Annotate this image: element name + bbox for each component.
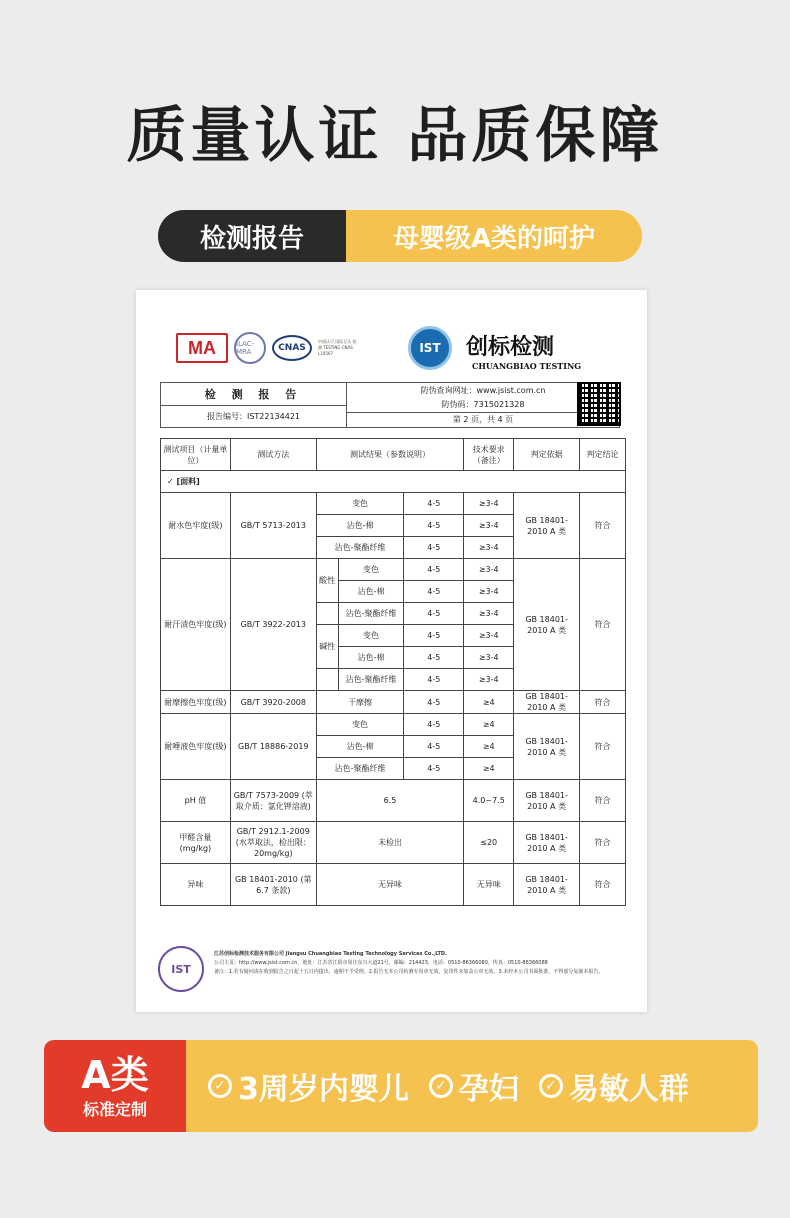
footer-text — [214, 950, 634, 977]
grade-sub-label: 标准定制 — [82, 1099, 147, 1119]
test-value: 4-5 — [404, 647, 464, 669]
footer-company: 江苏创标检测技术服务有限公司 Jiangsu Chuangbiao Testing Technology Services Co.,LTD. — [214, 951, 447, 957]
grade-banner — [44, 1040, 758, 1132]
requirement: ≥4 — [464, 714, 514, 736]
conclusion: 符合 — [580, 822, 626, 864]
requirement: ≥3-4 — [464, 603, 514, 625]
requirement: ≥3-4 — [464, 625, 514, 647]
grade-label: A类 — [81, 1052, 149, 1097]
cert-logos — [176, 332, 358, 364]
table-row — [161, 559, 626, 581]
sub-item: 干摩擦 — [316, 691, 404, 714]
conclusion: 符合 — [580, 864, 626, 906]
table-header: 测试方法 — [230, 439, 316, 471]
ist-logo: IST — [408, 326, 452, 370]
table-row — [161, 864, 626, 906]
sub-item: 沾色-聚酯纤维 — [338, 669, 404, 691]
test-value: 4-5 — [404, 515, 464, 537]
page-number: 第 2 页，共 4 页 — [347, 412, 619, 427]
requirement: ≥3-4 — [464, 537, 514, 559]
requirement: ≥4 — [464, 691, 514, 714]
report-title: 检 测 报 告 — [161, 383, 346, 406]
test-value: 4-5 — [404, 758, 464, 780]
sub-group: 酸性 — [316, 559, 338, 603]
test-value: 4-5 — [404, 581, 464, 603]
section-label: ✓ [面料] — [161, 471, 626, 493]
ilac-logo: ILAC-MRA — [234, 332, 266, 364]
requirement: ≥3-4 — [464, 515, 514, 537]
check-circle-icon: ✓ — [208, 1074, 232, 1098]
sub-item: 沾色-棉 — [316, 515, 404, 537]
sub-item: 变色 — [316, 493, 404, 515]
test-value: 无异味 — [316, 864, 464, 906]
basis: GB 18401-2010 A 类 — [514, 780, 580, 822]
audience-tags — [186, 1040, 758, 1132]
sub-item: 变色 — [338, 625, 404, 647]
test-value: 4-5 — [404, 603, 464, 625]
audience-tag: ✓ 易敏人群 — [539, 1064, 689, 1108]
basis: GB 18401-2010 A 类 — [514, 691, 580, 714]
table-header: 判定结论 — [580, 439, 626, 471]
conclusion: 符合 — [580, 559, 626, 691]
test-item: 异味 — [161, 864, 231, 906]
test-method: GB/T 7573-2009 (萃取介质：氯化钾溶液) — [230, 780, 316, 822]
requirement: ≥3-4 — [464, 493, 514, 515]
query-url: 防伪查询网址：www.jsist.com.cn — [420, 385, 546, 395]
test-method: GB/T 3922-2013 — [230, 559, 316, 691]
table-header: 测试结果（参数说明） — [316, 439, 464, 471]
table-row — [161, 691, 626, 714]
conclusion: 符合 — [580, 691, 626, 714]
requirement: ≥4 — [464, 758, 514, 780]
test-report — [136, 290, 647, 1012]
footer-ist-logo: IST — [158, 946, 204, 992]
cnas-small-text: 中国认可 国际互认 检测 TESTING CNAS L10567 — [318, 339, 357, 356]
audience-tag: ✓ 孕妇 — [429, 1064, 519, 1108]
requirement: ≥3-4 — [464, 647, 514, 669]
table-row — [161, 780, 626, 822]
sub-item: 沾色-棉 — [338, 647, 404, 669]
report-pill — [158, 210, 642, 262]
table-row — [161, 493, 626, 515]
conclusion: 符合 — [580, 714, 626, 780]
test-method: GB/T 2912.1-2009 (水萃取法，检出限：20mg/kg) — [230, 822, 316, 864]
footer-line2: 备注：1.若有疑问请在收到报告之日起十五日内提出，逾期不予受理。2.报告无本公司检测专用章无效，复印件未加盖公章无效。3.未经本公司书面批准，不得部分复制本报告。 — [214, 969, 604, 975]
test-value: 4-5 — [404, 537, 464, 559]
sub-group — [316, 669, 338, 691]
test-value: 4-5 — [404, 559, 464, 581]
test-value: 4-5 — [404, 736, 464, 758]
brand-name: 创标检测 — [466, 335, 555, 360]
cnas-logo: CNAS — [272, 335, 312, 361]
sub-item: 沾色-聚酯纤维 — [316, 537, 404, 559]
test-item: 耐水色牢度(级) — [161, 493, 231, 559]
sub-group — [316, 603, 338, 625]
conclusion: 符合 — [580, 780, 626, 822]
ma-logo: MA — [176, 333, 228, 363]
test-value: 4-5 — [404, 669, 464, 691]
check-circle-icon: ✓ — [539, 1074, 563, 1098]
audience-tag: ✓ 3周岁内婴儿 — [208, 1064, 409, 1108]
sub-item: 沾色-聚酯纤维 — [316, 758, 404, 780]
sub-item: 沾色-聚酯纤维 — [338, 603, 404, 625]
report-table — [160, 438, 626, 906]
sub-group: 碱性 — [316, 625, 338, 669]
requirement: ≤20 — [464, 822, 514, 864]
basis: GB 18401-2010 A 类 — [514, 493, 580, 559]
grade-box — [44, 1040, 186, 1132]
test-value: 未检出 — [316, 822, 464, 864]
basis: GB 18401-2010 A 类 — [514, 864, 580, 906]
check-circle-icon: ✓ — [429, 1074, 453, 1098]
page-title: 质量认证 品质保障 — [126, 101, 664, 171]
table-header-row — [161, 439, 626, 471]
requirement: ≥3-4 — [464, 581, 514, 603]
test-item: pH 值 — [161, 780, 231, 822]
test-method: GB/T 18886-2019 — [230, 714, 316, 780]
brand-name-en: CHUANGBIAO TESTING — [472, 361, 582, 371]
pill-left: 检测报告 — [158, 210, 346, 262]
table-header: 技术要求（备注） — [464, 439, 514, 471]
requirement: 无异味 — [464, 864, 514, 906]
test-item: 耐唾液色牢度(级) — [161, 714, 231, 780]
table-row — [161, 714, 626, 736]
test-value: 4-5 — [404, 625, 464, 647]
sub-item: 沾色-棉 — [316, 736, 404, 758]
footer-line1: 公司主页：http://www.jsist.com.cn，地址：江苏省江阴市周庄东兴大道21号，邮编：214423，电话：0510-86366080，传真：0510-86366088 — [214, 960, 548, 966]
requirement: 4.0~7.5 — [464, 780, 514, 822]
test-method: GB/T 5713-2013 — [230, 493, 316, 559]
report-number: 报告编号：IST22134421 — [206, 411, 301, 421]
test-item: 耐摩擦色牢度(级) — [161, 691, 231, 714]
conclusion: 符合 — [580, 493, 626, 559]
requirement: ≥3-4 — [464, 669, 514, 691]
test-method: GB 18401-2010 (第 6.7 条款) — [230, 864, 316, 906]
sub-item: 变色 — [338, 559, 404, 581]
requirement: ≥4 — [464, 736, 514, 758]
test-value: 6.5 — [316, 780, 464, 822]
qr-code — [577, 382, 621, 426]
table-header: 测试项目（计量单位） — [161, 439, 231, 471]
test-value: 4-5 — [404, 493, 464, 515]
sub-item: 沾色-棉 — [338, 581, 404, 603]
table-row — [161, 822, 626, 864]
table-section-row — [161, 471, 626, 493]
test-item: 甲醛含量 (mg/kg) — [161, 822, 231, 864]
pill-right: 母婴级A类的呵护 — [346, 210, 642, 262]
table-header: 判定依据 — [514, 439, 580, 471]
anti-fake-code: 防伪码：7315021328 — [441, 399, 525, 409]
basis: GB 18401-2010 A 类 — [514, 714, 580, 780]
sub-item: 变色 — [316, 714, 404, 736]
basis: GB 18401-2010 A 类 — [514, 822, 580, 864]
test-value: 4-5 — [404, 714, 464, 736]
test-value: 4-5 — [404, 691, 464, 714]
test-method: GB/T 3920-2008 — [230, 691, 316, 714]
report-header — [160, 382, 620, 428]
test-item: 耐汗渍色牢度(级) — [161, 559, 231, 691]
requirement: ≥3-4 — [464, 559, 514, 581]
basis: GB 18401-2010 A 类 — [514, 559, 580, 691]
